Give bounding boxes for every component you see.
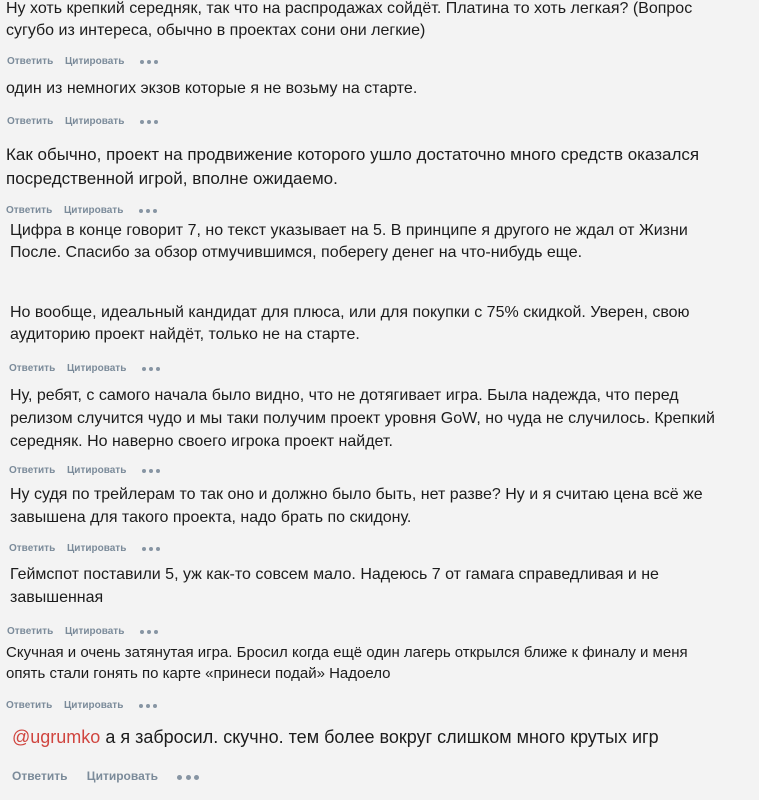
comment-text xyxy=(6,143,758,191)
comment-line: сугубо из интереса, обычно в проектах сони они легкие) xyxy=(6,22,426,39)
comment-text xyxy=(12,724,759,750)
reply-button[interactable]: Ответить xyxy=(12,768,68,783)
comment-line: опять стали гонять по карте «принеси подай» Надоело xyxy=(6,665,391,682)
more-icon[interactable] xyxy=(142,363,160,374)
more-icon[interactable] xyxy=(139,205,157,216)
user-mention-link[interactable]: @ugrumko xyxy=(12,727,101,747)
quote-button[interactable]: Цитировать xyxy=(65,116,125,127)
comment-line: завышена для такого проекта, надо брать по скидону. xyxy=(10,509,412,526)
more-icon[interactable] xyxy=(140,116,158,127)
comment-line: Но вообще, идеальный кандидат для плюса, или для покупки с 75% скидкой. Уверен, свою xyxy=(10,304,690,321)
reply-button[interactable]: Ответить xyxy=(9,363,56,374)
quote-button[interactable]: Цитировать xyxy=(67,363,127,374)
quote-button[interactable]: Цитировать xyxy=(64,205,124,216)
comment-line: Ну хоть крепкий середняк, так что на распродажах сойдёт. Платина то хоть легкая? (Вопрос xyxy=(6,0,693,17)
comment-line: Как обычно, проект на продвижение которого ушло достаточно много средств оказался xyxy=(6,145,700,164)
comment-line: Скучная и очень затянутая игра. Бросил когда ещё один лагерь открылся ближе к финалу и меня xyxy=(6,644,688,661)
comment-line: завышенная xyxy=(10,589,104,606)
comment-text xyxy=(6,78,758,100)
quote-button[interactable]: Цитировать xyxy=(65,56,125,67)
comment-line: один из немногих экзов которые я не возьму на старте. xyxy=(6,80,418,97)
comment-line: Цифра в конце говорит 7, но текст указывает на 5. В принципе я другого не ждал от Жизни xyxy=(10,222,688,239)
comment-line: аудиторию проект найдёт, только не на старте. xyxy=(10,326,360,343)
quote-button[interactable]: Цитировать xyxy=(67,543,127,554)
comment-text xyxy=(10,384,759,453)
reply-button[interactable]: Ответить xyxy=(6,205,53,216)
more-icon[interactable] xyxy=(142,543,160,554)
reply-button[interactable]: Ответить xyxy=(7,116,54,127)
comment-line: посредственной игрой, вполне ожидаемо. xyxy=(6,169,338,188)
reply-button[interactable]: Ответить xyxy=(6,700,53,711)
comment-text xyxy=(10,220,759,264)
comment-text xyxy=(6,0,758,42)
comment-text xyxy=(10,563,759,609)
reply-button[interactable]: Ответить xyxy=(9,465,56,476)
quote-button[interactable]: Цитировать xyxy=(64,700,124,711)
quote-button[interactable]: Цитировать xyxy=(67,465,127,476)
comment-line: После. Спасибо за обзор отмучившимся, поберегу денег на что-нибудь еще. xyxy=(10,244,583,261)
more-icon[interactable] xyxy=(177,769,199,783)
comment-text xyxy=(10,302,759,346)
reply-button[interactable]: Ответить xyxy=(7,626,54,637)
more-icon[interactable] xyxy=(139,700,157,711)
comment-line: релизом случится чудо и мы таки получим проект уровня GoW, но чуда не случилось. Крепкий xyxy=(10,410,715,427)
quote-button[interactable]: Цитировать xyxy=(86,768,158,783)
reply-button[interactable]: Ответить xyxy=(7,56,54,67)
comment-text xyxy=(6,642,758,684)
more-icon[interactable] xyxy=(140,56,158,67)
comment-line: а я забросил. скучно. тем более вокруг слишком много крутых игр xyxy=(100,727,659,747)
more-icon[interactable] xyxy=(142,465,160,476)
comment-line: Ну судя по трейлерам то так оно и должно было быть, нет разве? Ну и я считаю цена всё же xyxy=(10,486,703,503)
comment-line: Ну, ребят, с самого начала было видно, что не дотягивает игра. Была надежда, что перед xyxy=(10,387,679,404)
more-icon[interactable] xyxy=(140,626,158,637)
comment-line: середняк. Но наверно своего игрока проект найдет. xyxy=(10,433,393,450)
reply-button[interactable]: Ответить xyxy=(9,543,56,554)
comment-line: Геймспот поставили 5, уж как-то совсем мало. Надеюсь 7 от гамага справедливая и не xyxy=(10,566,659,583)
comment-text xyxy=(10,483,759,529)
quote-button[interactable]: Цитировать xyxy=(65,626,125,637)
